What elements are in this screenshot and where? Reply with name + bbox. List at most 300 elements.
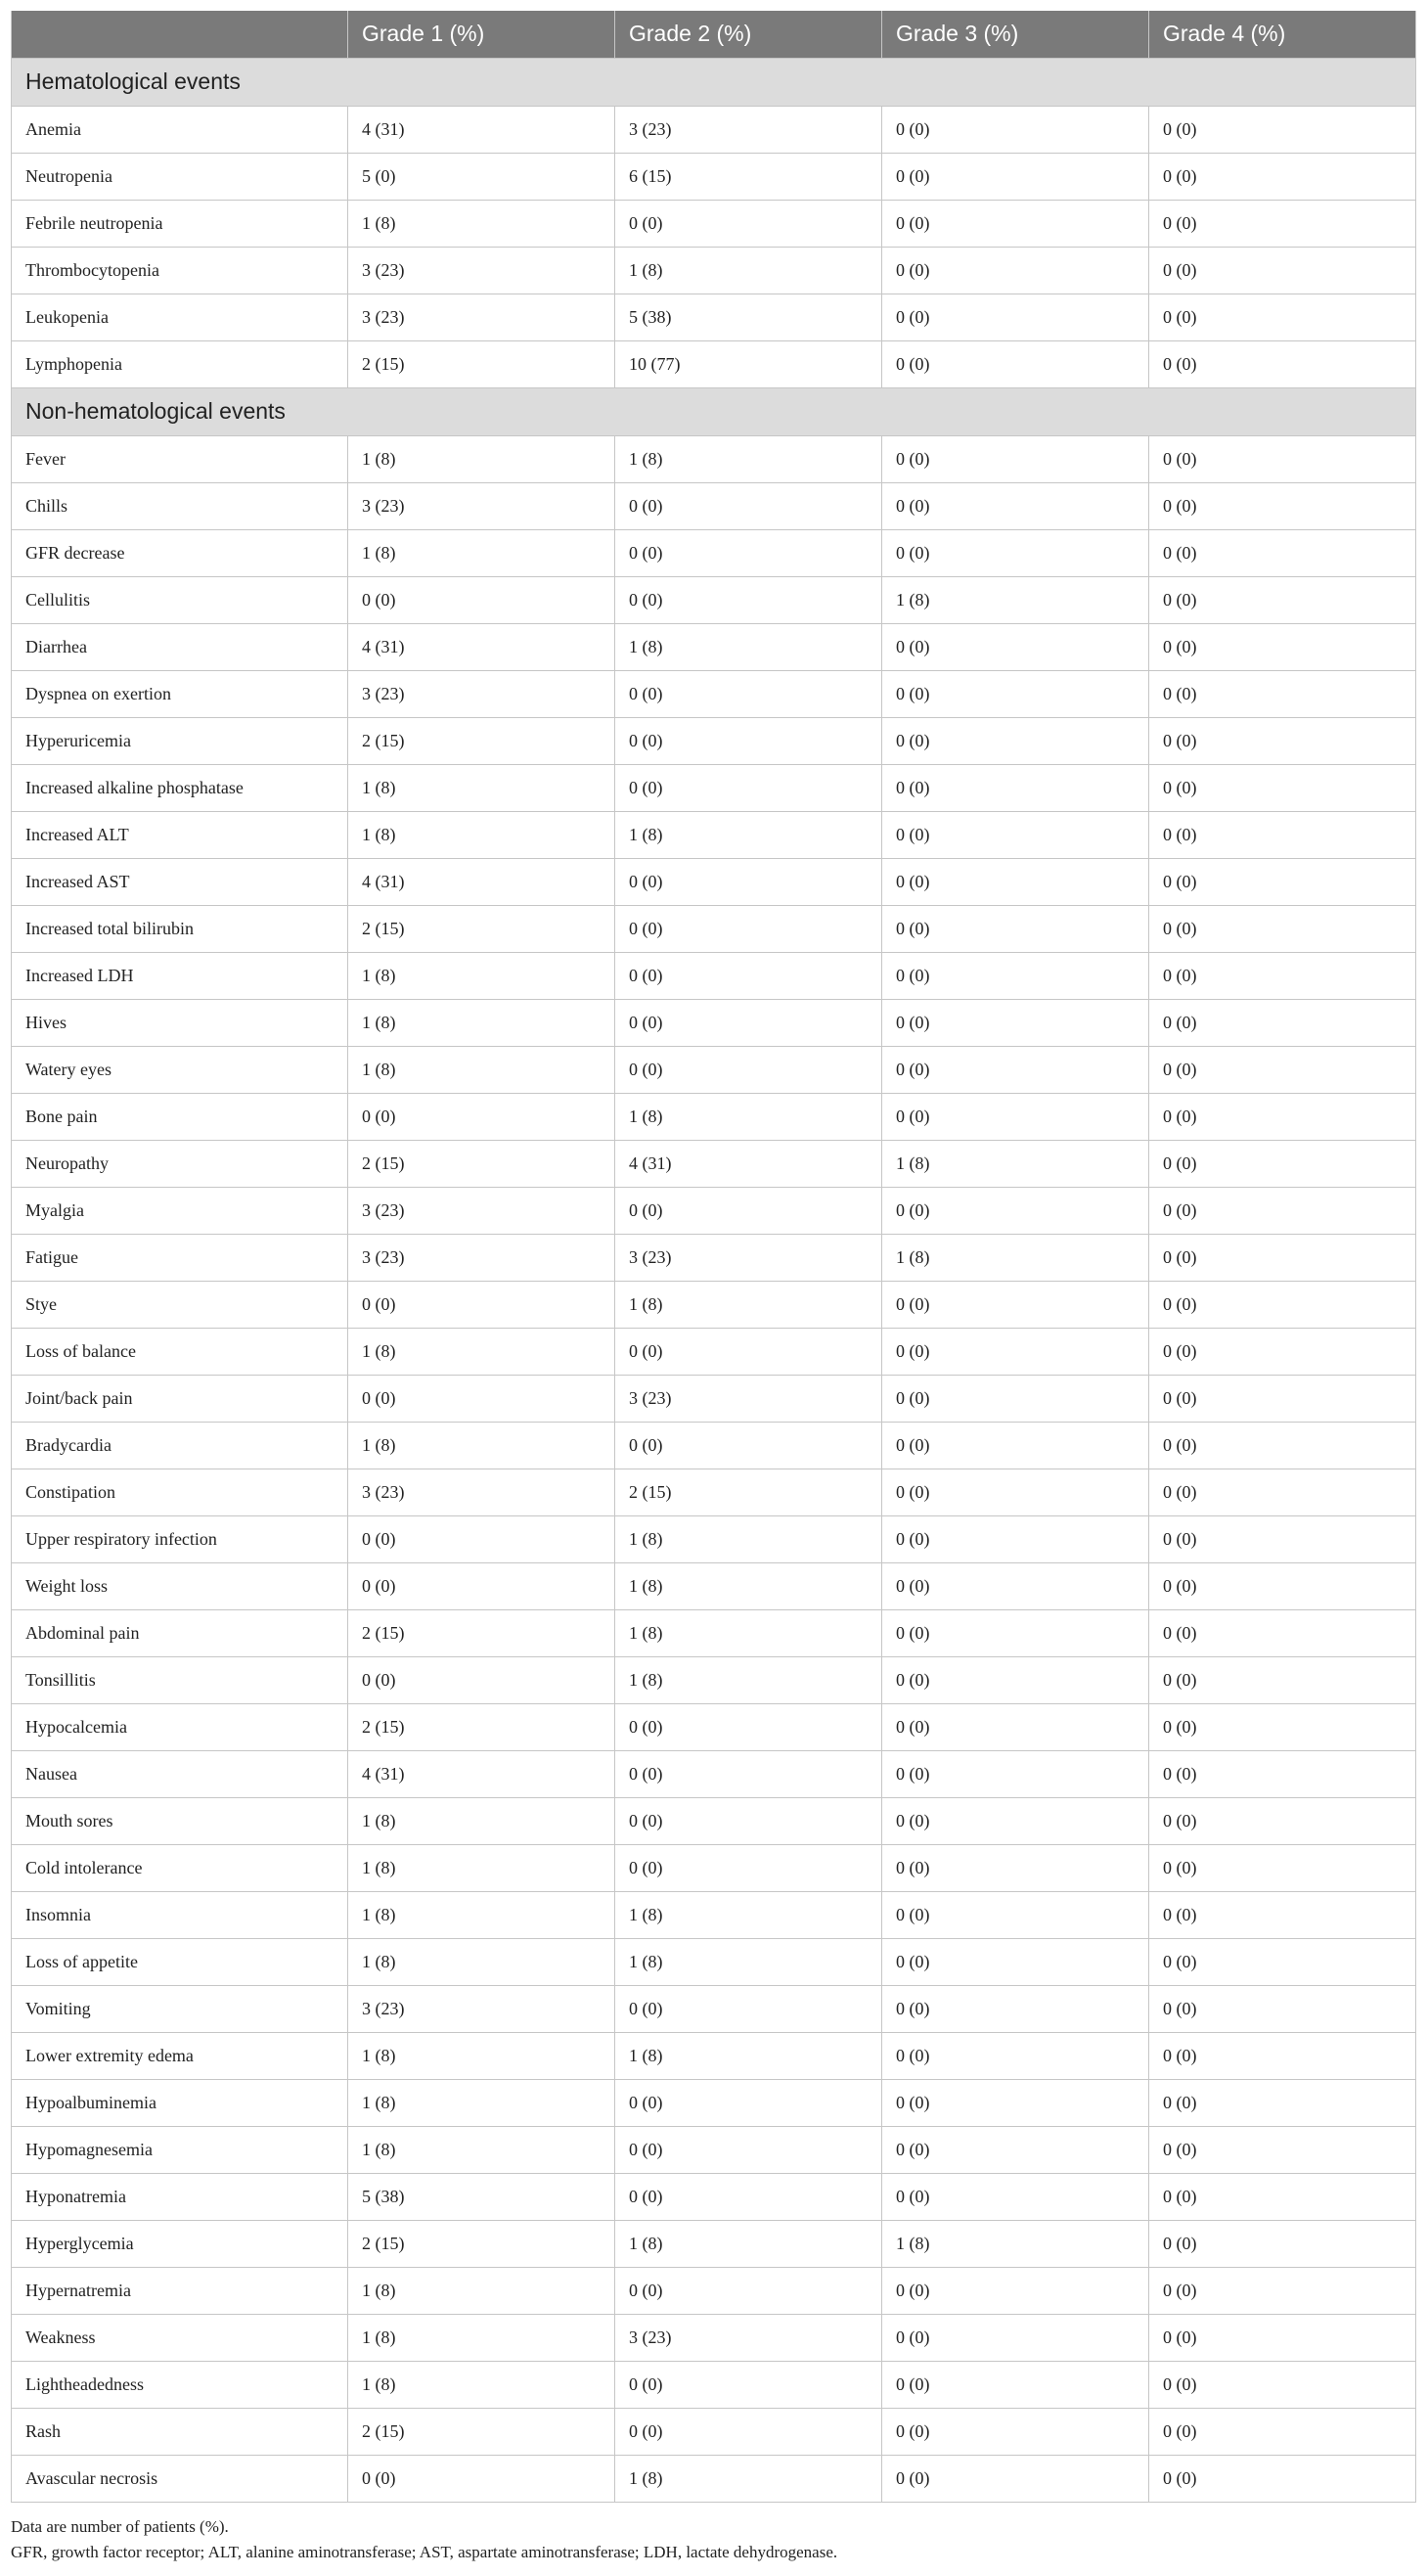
grade-4-cell: 0 (0): [1149, 247, 1416, 294]
grade-1-cell: 1 (8): [348, 2361, 615, 2408]
event-name-cell: Neutropenia: [12, 153, 348, 200]
grade-2-cell: 3 (23): [615, 1375, 882, 1422]
grade-4-cell: 0 (0): [1149, 576, 1416, 623]
grade-2-cell: 0 (0): [615, 1046, 882, 1093]
section-title: Non-hematological events: [12, 387, 1416, 435]
grade-2-cell: 0 (0): [615, 1750, 882, 1797]
event-name-cell: Increased total bilirubin: [12, 905, 348, 952]
grade-1-cell: 1 (8): [348, 811, 615, 858]
grade-2-cell: 10 (77): [615, 340, 882, 387]
grade-3-cell: 0 (0): [882, 1281, 1149, 1328]
footnote-data-note: Data are number of patients (%).: [11, 2516, 229, 2536]
grade-4-cell: 0 (0): [1149, 2173, 1416, 2220]
grade-1-cell: 3 (23): [348, 482, 615, 529]
grade-1-cell: 3 (23): [348, 1187, 615, 1234]
grade-2-cell: 1 (8): [615, 811, 882, 858]
grade-4-cell: 0 (0): [1149, 106, 1416, 153]
grade-1-cell: 3 (23): [348, 1985, 615, 2032]
event-name-cell: Diarrhea: [12, 623, 348, 670]
table-row: [12, 1750, 1416, 1797]
grade-2-cell: 3 (23): [615, 106, 882, 153]
section-title: Hematological events: [12, 58, 1416, 106]
header-row: [12, 11, 1416, 58]
grade-4-cell: 0 (0): [1149, 858, 1416, 905]
grade-1-cell: 3 (23): [348, 1469, 615, 1515]
grade-3-cell: 0 (0): [882, 1938, 1149, 1985]
table-row: [12, 200, 1416, 247]
table-row: [12, 1656, 1416, 1703]
grade-1-cell: 1 (8): [348, 952, 615, 999]
grade-2-cell: 1 (8): [615, 1281, 882, 1328]
grade-1-cell: 2 (15): [348, 1703, 615, 1750]
table-row: [12, 1422, 1416, 1469]
grade-4-cell: 0 (0): [1149, 952, 1416, 999]
event-name-cell: Bradycardia: [12, 1422, 348, 1469]
grade-3-cell: 0 (0): [882, 482, 1149, 529]
table-row: [12, 1469, 1416, 1515]
grade-1-cell: 1 (8): [348, 1844, 615, 1891]
grade-1-cell: 4 (31): [348, 1750, 615, 1797]
table-row: [12, 106, 1416, 153]
grade-1-cell: 1 (8): [348, 1422, 615, 1469]
grade-2-cell: 0 (0): [615, 1328, 882, 1375]
event-name-cell: Neuropathy: [12, 1140, 348, 1187]
grade-2-cell: 0 (0): [615, 670, 882, 717]
grade-4-cell: 0 (0): [1149, 153, 1416, 200]
event-name-cell: Leukopenia: [12, 294, 348, 340]
event-name-cell: Fever: [12, 435, 348, 482]
grade-4-cell: 0 (0): [1149, 1891, 1416, 1938]
grade-2-cell: 1 (8): [615, 1609, 882, 1656]
grade-1-cell: 4 (31): [348, 106, 615, 153]
section-row: [12, 58, 1416, 106]
grade-3-cell: 0 (0): [882, 153, 1149, 200]
table-row: [12, 999, 1416, 1046]
grade-1-cell: 0 (0): [348, 1562, 615, 1609]
grade-4-cell: 0 (0): [1149, 1093, 1416, 1140]
grade-3-cell: 0 (0): [882, 1703, 1149, 1750]
grade-3-cell: 0 (0): [882, 1891, 1149, 1938]
grade-3-cell: 0 (0): [882, 1328, 1149, 1375]
grade-1-cell: 0 (0): [348, 1093, 615, 1140]
grade-3-cell: 0 (0): [882, 670, 1149, 717]
grade-4-cell: 0 (0): [1149, 2126, 1416, 2173]
grade-2-cell: 0 (0): [615, 952, 882, 999]
grade-2-cell: 0 (0): [615, 905, 882, 952]
event-name-cell: Hives: [12, 999, 348, 1046]
grade-1-cell: 1 (8): [348, 529, 615, 576]
table-row: [12, 905, 1416, 952]
table-row: [12, 2455, 1416, 2502]
grade-1-cell: 4 (31): [348, 623, 615, 670]
grade-1-cell: 2 (15): [348, 1609, 615, 1656]
grade-2-cell: 5 (38): [615, 294, 882, 340]
grade-3-cell: 0 (0): [882, 764, 1149, 811]
grade-2-cell: 1 (8): [615, 1938, 882, 1985]
section-row: [12, 387, 1416, 435]
grade-4-cell: 0 (0): [1149, 340, 1416, 387]
grade-1-cell: 5 (38): [348, 2173, 615, 2220]
grade-3-cell: 0 (0): [882, 2455, 1149, 2502]
table-row: [12, 811, 1416, 858]
grade-3-cell: 0 (0): [882, 2314, 1149, 2361]
event-name-cell: Stye: [12, 1281, 348, 1328]
grade-4-cell: 0 (0): [1149, 764, 1416, 811]
grade-3-cell: 0 (0): [882, 529, 1149, 576]
event-name-cell: Lymphopenia: [12, 340, 348, 387]
grade-2-cell: 1 (8): [615, 623, 882, 670]
event-name-cell: Hypernatremia: [12, 2267, 348, 2314]
grade-4-cell: 0 (0): [1149, 1938, 1416, 1985]
event-name-cell: Increased alkaline phosphatase: [12, 764, 348, 811]
grade-1-cell: 3 (23): [348, 1234, 615, 1281]
grade-2-cell: 1 (8): [615, 1093, 882, 1140]
grade-3-cell: 0 (0): [882, 247, 1149, 294]
grade-3-cell: 1 (8): [882, 1234, 1149, 1281]
table-row: [12, 2267, 1416, 2314]
grade-4-cell: 0 (0): [1149, 623, 1416, 670]
grade-2-cell: 1 (8): [615, 435, 882, 482]
grade-4-cell: 0 (0): [1149, 2455, 1416, 2502]
grade-2-cell: 0 (0): [615, 576, 882, 623]
grade-3-cell: 0 (0): [882, 200, 1149, 247]
grade-4-cell: 0 (0): [1149, 1469, 1416, 1515]
table-row: [12, 435, 1416, 482]
table-row: [12, 529, 1416, 576]
event-name-cell: Weakness: [12, 2314, 348, 2361]
event-name-cell: Vomiting: [12, 1985, 348, 2032]
grade-2-cell: 1 (8): [615, 2220, 882, 2267]
event-name-cell: Hyperuricemia: [12, 717, 348, 764]
grade-4-cell: 0 (0): [1149, 1797, 1416, 1844]
event-name-cell: Chills: [12, 482, 348, 529]
event-name-cell: Thrombocytopenia: [12, 247, 348, 294]
grade-1-cell: 1 (8): [348, 764, 615, 811]
grade-3-cell: 0 (0): [882, 2079, 1149, 2126]
event-name-cell: Lower extremity edema: [12, 2032, 348, 2079]
table-row: [12, 247, 1416, 294]
grade-1-cell: 1 (8): [348, 200, 615, 247]
grade-3-cell: 1 (8): [882, 1140, 1149, 1187]
grade-2-cell: 0 (0): [615, 999, 882, 1046]
grade-3-cell: 0 (0): [882, 2173, 1149, 2220]
grade-3-cell: 0 (0): [882, 1985, 1149, 2032]
table-row: [12, 717, 1416, 764]
grade-3-cell: 0 (0): [882, 1187, 1149, 1234]
grade-4-cell: 0 (0): [1149, 2079, 1416, 2126]
event-name-cell: Avascular necrosis: [12, 2455, 348, 2502]
grade-1-cell: 1 (8): [348, 1938, 615, 1985]
grade-3-cell: 0 (0): [882, 2361, 1149, 2408]
grade-2-cell: 0 (0): [615, 1703, 882, 1750]
table-row: [12, 2361, 1416, 2408]
table-row: [12, 482, 1416, 529]
table-row: [12, 2079, 1416, 2126]
grade-4-cell: 0 (0): [1149, 1609, 1416, 1656]
event-name-cell: Dyspnea on exertion: [12, 670, 348, 717]
grade-4-cell: 0 (0): [1149, 1985, 1416, 2032]
table-row: [12, 1328, 1416, 1375]
table-row: [12, 2408, 1416, 2455]
grade-1-cell: 3 (23): [348, 294, 615, 340]
event-name-cell: Hypocalcemia: [12, 1703, 348, 1750]
table-row: [12, 1140, 1416, 1187]
grade-4-cell: 0 (0): [1149, 482, 1416, 529]
event-name-cell: Febrile neutropenia: [12, 200, 348, 247]
grade-1-cell: 1 (8): [348, 1797, 615, 1844]
grade-4-cell: 0 (0): [1149, 1750, 1416, 1797]
grade-4-cell: 0 (0): [1149, 1422, 1416, 1469]
grade-2-cell: 0 (0): [615, 529, 882, 576]
event-name-cell: Myalgia: [12, 1187, 348, 1234]
grade-1-cell: 1 (8): [348, 2267, 615, 2314]
table-row: [12, 952, 1416, 999]
table-row: [12, 576, 1416, 623]
grade-2-cell: 6 (15): [615, 153, 882, 200]
event-name-cell: Hyponatremia: [12, 2173, 348, 2220]
grade-2-cell: 0 (0): [615, 1985, 882, 2032]
grade-4-cell: 0 (0): [1149, 294, 1416, 340]
grade-3-cell: 1 (8): [882, 2220, 1149, 2267]
event-name-cell: Bone pain: [12, 1093, 348, 1140]
grade-1-cell: 1 (8): [348, 2126, 615, 2173]
grade-2-cell: 1 (8): [615, 1891, 882, 1938]
table-row: [12, 294, 1416, 340]
grade-3-cell: 0 (0): [882, 1375, 1149, 1422]
adverse-events-table: [11, 11, 1416, 2503]
grade-4-cell: 0 (0): [1149, 811, 1416, 858]
grade-3-cell: 0 (0): [882, 106, 1149, 153]
table-row: [12, 1093, 1416, 1140]
table-row: [12, 1609, 1416, 1656]
event-name-cell: Hyperglycemia: [12, 2220, 348, 2267]
event-name-cell: Hypomagnesemia: [12, 2126, 348, 2173]
table-row: [12, 2032, 1416, 2079]
grade-4-cell: 0 (0): [1149, 1515, 1416, 1562]
grade-1-cell: 0 (0): [348, 1281, 615, 1328]
grade-2-cell: 0 (0): [615, 1422, 882, 1469]
event-name-cell: Loss of balance: [12, 1328, 348, 1375]
grade-4-cell: 0 (0): [1149, 2314, 1416, 2361]
grade-1-cell: 0 (0): [348, 1656, 615, 1703]
table-row: [12, 1046, 1416, 1093]
grade-2-cell: 0 (0): [615, 2408, 882, 2455]
grade-3-cell: 0 (0): [882, 2408, 1149, 2455]
grade-1-cell: 1 (8): [348, 1891, 615, 1938]
grade-4-cell: 0 (0): [1149, 1656, 1416, 1703]
grade-4-cell: 0 (0): [1149, 1234, 1416, 1281]
table-row: [12, 1891, 1416, 1938]
table-row: [12, 2126, 1416, 2173]
grade-1-cell: 1 (8): [348, 2314, 615, 2361]
event-name-cell: Loss of appetite: [12, 1938, 348, 1985]
grade-1-cell: 1 (8): [348, 999, 615, 1046]
event-name-cell: Insomnia: [12, 1891, 348, 1938]
grade-2-cell: 0 (0): [615, 717, 882, 764]
grade-4-cell: 0 (0): [1149, 2408, 1416, 2455]
event-name-cell: Weight loss: [12, 1562, 348, 1609]
grade-1-cell: 0 (0): [348, 576, 615, 623]
event-name-cell: Fatigue: [12, 1234, 348, 1281]
grade-2-cell: 3 (23): [615, 2314, 882, 2361]
grade-1-cell: 1 (8): [348, 435, 615, 482]
table-row: [12, 2173, 1416, 2220]
table-body: [12, 58, 1416, 2502]
event-name-cell: Hypoalbuminemia: [12, 2079, 348, 2126]
header-event: [12, 11, 348, 58]
grade-2-cell: 1 (8): [615, 1562, 882, 1609]
grade-2-cell: 0 (0): [615, 1797, 882, 1844]
grade-1-cell: 2 (15): [348, 340, 615, 387]
event-name-cell: Tonsillitis: [12, 1656, 348, 1703]
event-name-cell: Upper respiratory infection: [12, 1515, 348, 1562]
grade-1-cell: 0 (0): [348, 1375, 615, 1422]
grade-1-cell: 2 (15): [348, 717, 615, 764]
grade-1-cell: 3 (23): [348, 670, 615, 717]
grade-4-cell: 0 (0): [1149, 435, 1416, 482]
table-row: [12, 1234, 1416, 1281]
table-row: [12, 764, 1416, 811]
grade-4-cell: 0 (0): [1149, 1140, 1416, 1187]
grade-2-cell: 0 (0): [615, 2173, 882, 2220]
grade-4-cell: 0 (0): [1149, 2361, 1416, 2408]
grade-3-cell: 0 (0): [882, 1797, 1149, 1844]
grade-2-cell: 0 (0): [615, 2361, 882, 2408]
grade-1-cell: 5 (0): [348, 153, 615, 200]
grade-4-cell: 0 (0): [1149, 2032, 1416, 2079]
table-row: [12, 153, 1416, 200]
grade-1-cell: 2 (15): [348, 2408, 615, 2455]
event-name-cell: Cellulitis: [12, 576, 348, 623]
grade-1-cell: 1 (8): [348, 2032, 615, 2079]
grade-1-cell: 2 (15): [348, 905, 615, 952]
grade-2-cell: 0 (0): [615, 764, 882, 811]
grade-4-cell: 0 (0): [1149, 2267, 1416, 2314]
table-row: [12, 670, 1416, 717]
event-name-cell: Increased ALT: [12, 811, 348, 858]
grade-4-cell: 0 (0): [1149, 2220, 1416, 2267]
grade-3-cell: 0 (0): [882, 1609, 1149, 1656]
grade-2-cell: 2 (15): [615, 1469, 882, 1515]
event-name-cell: Cold intolerance: [12, 1844, 348, 1891]
grade-2-cell: 0 (0): [615, 2079, 882, 2126]
grade-2-cell: 0 (0): [615, 1844, 882, 1891]
header-grade-3: Grade 3 (%): [882, 11, 1149, 58]
grade-2-cell: 0 (0): [615, 858, 882, 905]
grade-3-cell: 0 (0): [882, 2032, 1149, 2079]
table-row: [12, 340, 1416, 387]
grade-1-cell: 2 (15): [348, 2220, 615, 2267]
grade-4-cell: 0 (0): [1149, 1281, 1416, 1328]
grade-2-cell: 3 (23): [615, 1234, 882, 1281]
header-grade-2: Grade 2 (%): [615, 11, 882, 58]
event-name-cell: Increased LDH: [12, 952, 348, 999]
grade-1-cell: 3 (23): [348, 247, 615, 294]
grade-2-cell: 1 (8): [615, 2032, 882, 2079]
grade-4-cell: 0 (0): [1149, 670, 1416, 717]
event-name-cell: Nausea: [12, 1750, 348, 1797]
grade-3-cell: 0 (0): [882, 1750, 1149, 1797]
table-row: [12, 858, 1416, 905]
table-row: [12, 1187, 1416, 1234]
table-row: [12, 1797, 1416, 1844]
grade-4-cell: 0 (0): [1149, 529, 1416, 576]
grade-1-cell: 1 (8): [348, 1046, 615, 1093]
header-grade-1: Grade 1 (%): [348, 11, 615, 58]
event-name-cell: Lightheadedness: [12, 2361, 348, 2408]
grade-3-cell: 0 (0): [882, 717, 1149, 764]
grade-4-cell: 0 (0): [1149, 1046, 1416, 1093]
grade-3-cell: 0 (0): [882, 623, 1149, 670]
table-row: [12, 623, 1416, 670]
header-grade-4: Grade 4 (%): [1149, 11, 1416, 58]
grade-1-cell: 1 (8): [348, 2079, 615, 2126]
grade-2-cell: 0 (0): [615, 2126, 882, 2173]
grade-1-cell: 4 (31): [348, 858, 615, 905]
event-name-cell: Mouth sores: [12, 1797, 348, 1844]
grade-2-cell: 1 (8): [615, 2455, 882, 2502]
grade-2-cell: 1 (8): [615, 247, 882, 294]
grade-3-cell: 0 (0): [882, 1046, 1149, 1093]
event-name-cell: Constipation: [12, 1469, 348, 1515]
table-footnotes: [11, 2514, 1415, 2565]
grade-4-cell: 0 (0): [1149, 1562, 1416, 1609]
grade-3-cell: 0 (0): [882, 1656, 1149, 1703]
grade-3-cell: 0 (0): [882, 905, 1149, 952]
grade-4-cell: 0 (0): [1149, 200, 1416, 247]
grade-4-cell: 0 (0): [1149, 1844, 1416, 1891]
grade-3-cell: 0 (0): [882, 1093, 1149, 1140]
event-name-cell: Rash: [12, 2408, 348, 2455]
event-name-cell: Joint/back pain: [12, 1375, 348, 1422]
grade-3-cell: 0 (0): [882, 2126, 1149, 2173]
grade-1-cell: 0 (0): [348, 1515, 615, 1562]
grade-3-cell: 0 (0): [882, 1562, 1149, 1609]
grade-2-cell: 1 (8): [615, 1656, 882, 1703]
grade-3-cell: 1 (8): [882, 576, 1149, 623]
grade-1-cell: 0 (0): [348, 2455, 615, 2502]
grade-3-cell: 0 (0): [882, 294, 1149, 340]
grade-3-cell: 0 (0): [882, 1422, 1149, 1469]
grade-4-cell: 0 (0): [1149, 1375, 1416, 1422]
grade-1-cell: 2 (15): [348, 1140, 615, 1187]
table-row: [12, 2314, 1416, 2361]
grade-2-cell: 0 (0): [615, 2267, 882, 2314]
grade-3-cell: 0 (0): [882, 1844, 1149, 1891]
grade-4-cell: 0 (0): [1149, 1187, 1416, 1234]
grade-1-cell: 1 (8): [348, 1328, 615, 1375]
grade-3-cell: 0 (0): [882, 435, 1149, 482]
grade-3-cell: 0 (0): [882, 1469, 1149, 1515]
table-row: [12, 1281, 1416, 1328]
grade-3-cell: 0 (0): [882, 2267, 1149, 2314]
table-row: [12, 2220, 1416, 2267]
grade-2-cell: 1 (8): [615, 1515, 882, 1562]
table-row: [12, 1938, 1416, 1985]
table-page: [11, 11, 1415, 2565]
grade-3-cell: 0 (0): [882, 1515, 1149, 1562]
grade-2-cell: 0 (0): [615, 1187, 882, 1234]
grade-2-cell: 0 (0): [615, 200, 882, 247]
table-row: [12, 1562, 1416, 1609]
table-row: [12, 1375, 1416, 1422]
event-name-cell: Anemia: [12, 106, 348, 153]
event-name-cell: Increased AST: [12, 858, 348, 905]
grade-3-cell: 0 (0): [882, 999, 1149, 1046]
table-row: [12, 1515, 1416, 1562]
grade-4-cell: 0 (0): [1149, 999, 1416, 1046]
table-header: [12, 11, 1416, 58]
